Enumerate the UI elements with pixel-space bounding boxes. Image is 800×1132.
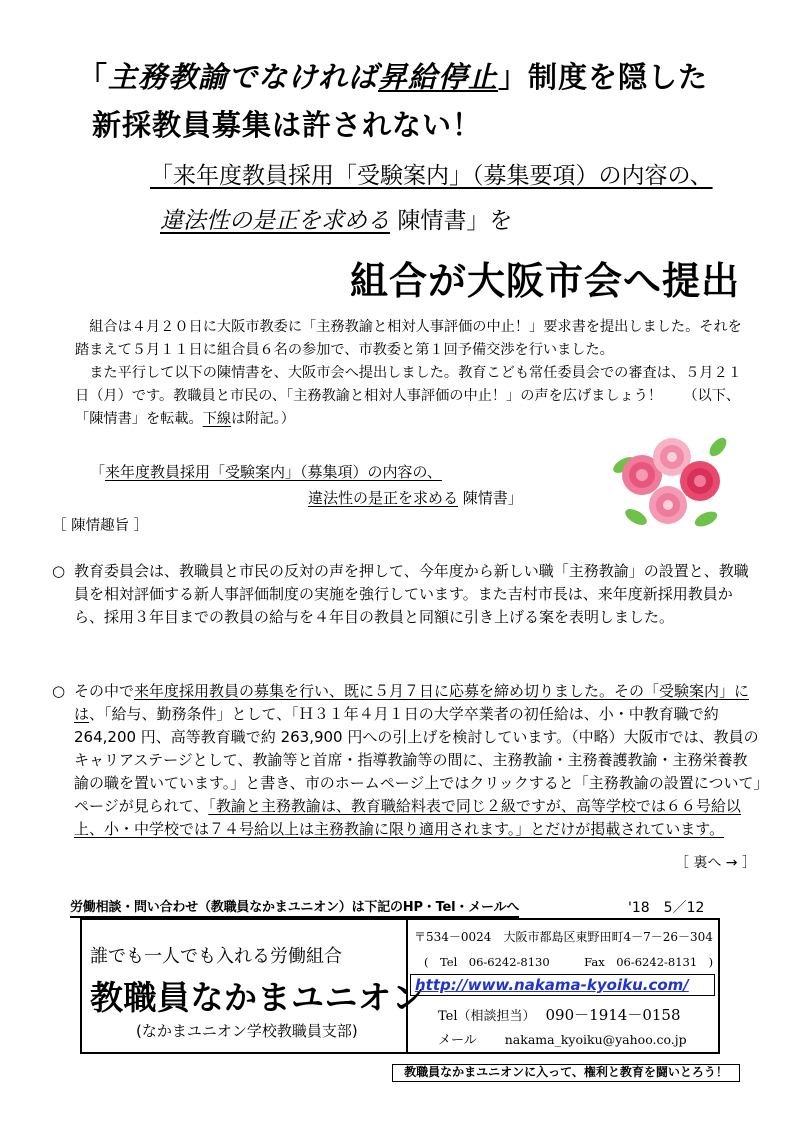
intro-paragraph-1: 組合は４月２０日に大阪市教委に「主務教諭と相対人事評価の中止！」要求書を提出しました。それを踏まえて５月１１日に組合員６名の参加で、市教委と第１回予備交渉を行いました。 [75, 319, 742, 358]
quote-line2-underlined: 違法性の是正を求める [308, 489, 459, 507]
tel-fax: ( Tel 06-6242-8130 Fax 06-6242-8131 ) [424, 955, 714, 969]
next-page-indicator: ［ 裏へ → ］ [674, 855, 756, 871]
tel-label: Tel（相談担当） [438, 1009, 536, 1024]
union-tagline: 誰でも一人でも入れる労働組合 [90, 946, 342, 967]
intro-p2-end: は附記。） [231, 411, 295, 427]
headline-italic: 主務教諭でなければ [108, 60, 379, 94]
quote-line1 [90, 461, 442, 482]
slogan: 教職員なかまユニオンに入って、権利と教育を闘いとろう！ [392, 1064, 740, 1082]
mail [438, 1029, 687, 1048]
headline-line2: 新採教員募集は許されない！ [92, 108, 483, 142]
contact-header: 労働相談・問い合わせ（教職員なかまユニオン）は下記のHP・Tel・メールへ [70, 896, 519, 918]
quote-line1-text: 来年度教員採用「受験案内」（募集項）の内容の、 [105, 463, 442, 481]
subheading-line1 [150, 157, 713, 190]
website-link[interactable]: http://www.nakama-kyoiku.com/ [415, 976, 689, 994]
subheading-italic: 違法性の是正を求める [160, 208, 390, 234]
subheading-line2 [160, 202, 512, 235]
main-title: 組合が大阪市会へ提出 [350, 259, 741, 303]
quote-open: 「 [90, 463, 106, 481]
union-branch: (なかまユニオン学校教職員支部) [136, 1022, 358, 1040]
roses-illustration [610, 425, 730, 535]
email-address[interactable]: nakama_kyoiku@yahoo.co.jp [504, 1032, 687, 1047]
subheading-line1-text: 「来年度教員採用「受験案内」（募集要項）の内容の、 [150, 163, 713, 189]
union-name: 教職員なかまユニオン [90, 978, 425, 1017]
issue-date: '18 5／12 [628, 900, 705, 916]
bullet-2 [52, 680, 762, 841]
bullet-1-text: 教育委員会は、教職員と市民の反対の声を押して、今年度から新しい職「主務教諭」の設置と、教職員を相対評価する新人事評価制度の実施を強行しています。また吉村市長は、来年度新採用教員から、採用３年目までの教員の給与を４年目の教員と同額に引き上げる案を表明しました。 [74, 562, 749, 626]
mail-label: メール [438, 1033, 477, 1048]
quote-line2-rest: 陳情書」 [462, 489, 523, 507]
bullet-circle-icon: ○ [52, 562, 66, 580]
intro-text [75, 316, 755, 431]
headline-italic-underlined: 昇給停止 [378, 60, 499, 94]
tel-number[interactable]: 090－1914－0158 [545, 1006, 681, 1024]
headline-rest: 」制度を隠した [498, 60, 709, 94]
subheading-rest: 陳情書」を [397, 208, 513, 234]
quote-line2 [308, 487, 523, 508]
intro-p2-underlined: 下線 [202, 411, 232, 427]
section-label: ［ 陳情趣旨 ］ [52, 518, 149, 534]
intro-paragraph-2 [75, 362, 755, 431]
consult-tel [438, 1004, 681, 1025]
bullet-1 [52, 560, 762, 629]
headline-open-quote: 「 [78, 60, 109, 94]
intro-p2-text: また平行して以下の陳情書を、大阪市会へ提出しました。教育こども常任委員会での審査は、５月２１日（月）です。教職員と市民の、「主務教諭と相対人事評価の中止！」の声を広げましょう！ （以下、「陳情書」を転載。 [75, 365, 742, 427]
headline-line1 [78, 55, 708, 96]
bullet-circle-icon: ○ [52, 682, 66, 700]
bullet-2-text: その中で来年度採用教員の募集を行い、既に５月７日に応募を締め切りました。その「受験案内」には、「給与、勤務条件」として、「Ｈ３１年４月１日の大学卒業者の初任給は、小・中教育職で約 264,200 円、高等教育職で約 263,900 円への引上げを検討しています。（中略）大阪市では、教員のキャリアステージとして、教諭等と首席・指導教諭等の間に、主務教諭・主務養護教諭・主務栄養教諭の職を置いています。」と書き、市のホームページ上ではクリックすると「主務教諭の設置について」ページが見られて、「教諭と主務教諭は、教育職給料表で同じ２級ですが、高等学校では６６号給以上、小・中学校では７４号給以上は主務教諭に限り適用されます。」とだけが掲載されています。 [74, 682, 762, 838]
postal-address: 〒534－0024 大阪市都島区東野田町4－7－26－304 [414, 930, 713, 944]
